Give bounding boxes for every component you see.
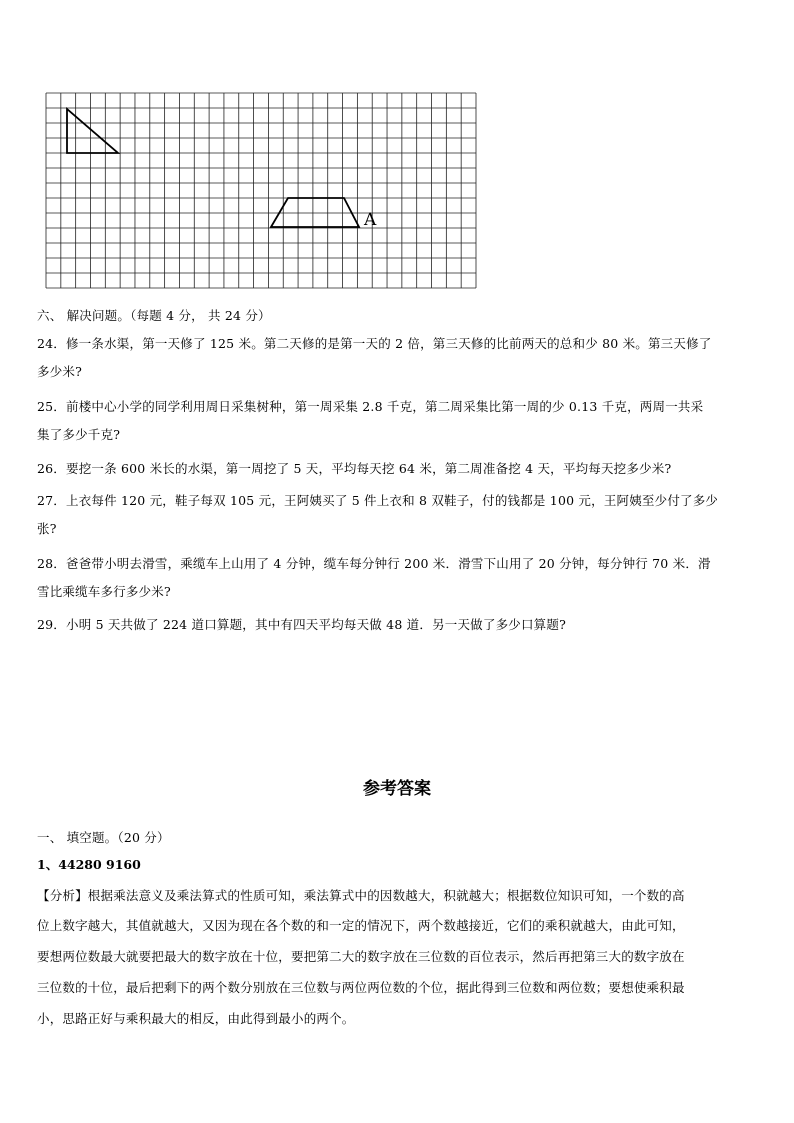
grid-figure	[45, 92, 479, 292]
answer-1-values: 1、44280 9160	[37, 857, 141, 872]
point-a-label: A	[364, 210, 377, 230]
answer-1-analysis-line-4: 三位数的十位，最后把剩下的两个数分别放在三位数与两位两位数的个位，据此得到三位数和两位数；要想使乘积最	[37, 980, 685, 995]
answer-1-analysis-line-3: 要想两位数最大就要把最大的数字放在十位，要把第二大的数字放在三位数的百位表示，然后再把第三大的数字放在	[37, 949, 685, 964]
question-25-line-1: 25．前楼中心小学的同学利用周日采集树种，第一周采集 2.8 千克，第二周采集比第一周的少 0.13 千克，两周一共采	[37, 399, 704, 414]
question-24-line-2: 多少米?	[37, 364, 83, 379]
trapezoid-shape	[271, 198, 359, 227]
question-28-line-1: 28．爸爸带小明去滑雪，乘缆车上山用了 4 分钟，缆车每分钟行 200 米．滑雪下山用了 20 分钟，每分钟行 70 米．滑	[37, 556, 711, 571]
grid-lines	[46, 93, 476, 288]
answers-title: 参考答案	[363, 779, 431, 799]
section-heading-6: 六、 解决问题。（每题 4 分， 共 24 分）	[37, 308, 271, 323]
question-28-line-2: 雪比乘缆车多行多少米?	[37, 584, 171, 599]
question-27-line-1: 27．上衣每件 120 元，鞋子每双 105 元，王阿姨买了 5 件上衣和 8 双鞋子，付的钱都是 100 元，王阿姨至少付了多少	[37, 493, 719, 508]
answer-1-analysis-line-5: 小，思路正好与乘积最大的相反，由此得到最小的两个。	[37, 1011, 355, 1026]
answer-1-analysis-line-1: 【分析】根据乘法意义及乘法算式的性质可知，乘法算式中的因数越大，积就越大；根据数位知识可知，一个数的高	[37, 888, 685, 903]
question-24-line-1: 24．修一条水渠，第一天修了 125 米。第二天修的是第一天的 2 倍，第三天修的比前两天的总和少 80 米。第三天修了	[37, 336, 712, 351]
triangle-shape	[67, 109, 118, 153]
answers-section-1-heading: 一、 填空题。（20 分）	[37, 830, 170, 845]
question-25-line-2: 集了多少千克?	[37, 427, 121, 442]
answer-1-analysis-line-2: 位上数字越大，其值就越大，又因为现在各个数的和一定的情况下，两个数越接近，它们的乘积就越大，由此可知，	[37, 918, 685, 933]
question-26-line-1: 26．要挖一条 600 米长的水渠，第一周挖了 5 天，平均每天挖 64 米，第二周准备挖 4 天，平均每天挖多少米?	[37, 461, 672, 476]
question-27-line-2: 张?	[37, 521, 57, 536]
question-29-line-1: 29．小明 5 天共做了 224 道口算题，其中有四天平均每天做 48 道．另一天做了多少口算题?	[37, 617, 566, 632]
